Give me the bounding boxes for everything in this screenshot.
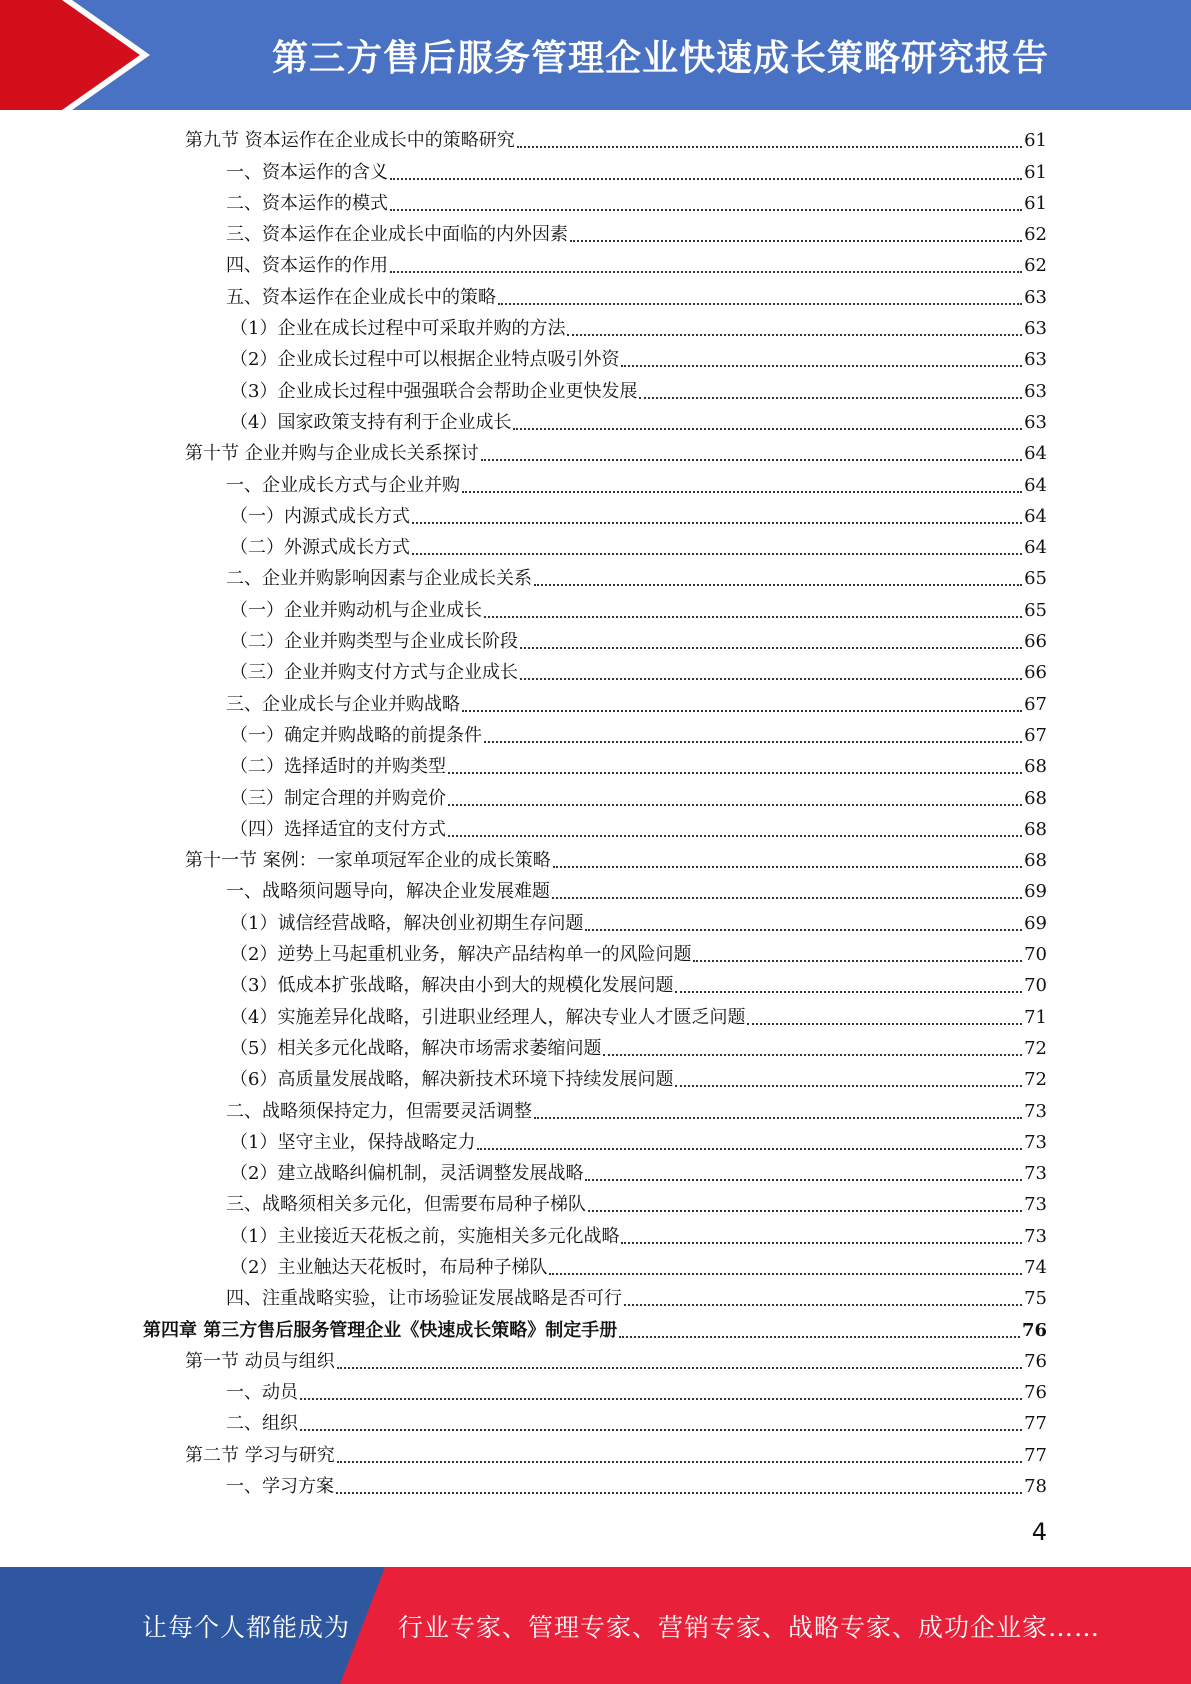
toc-entry[interactable] [0,470,1191,501]
toc-entry-label: 一、战略须问题导向，解决企业发展难题 [226,881,550,903]
toc-leader-dots [481,459,1022,461]
toc-entry[interactable] [0,126,1191,157]
toc-entry-page: 67 [1024,724,1047,746]
toc-leader-dots [448,772,1022,774]
toc-entry-page: 64 [1024,537,1047,559]
toc-entry-label: （4）实施差异化战略，引进职业经理人，解决专业人才匮乏问题 [230,1006,746,1028]
toc-entry-label: 四、资本运作的作用 [226,255,388,277]
toc-entry[interactable] [0,940,1191,971]
toc-entry[interactable] [0,345,1191,376]
toc-entry-label: （4）国家政策支持有利于企业成长 [230,411,512,433]
toc-entry-page: 65 [1024,568,1047,590]
toc-entry-page: 68 [1024,787,1047,809]
toc-entry-label: 第二节 学习与研究 [185,1444,335,1466]
toc-entry[interactable] [0,1472,1191,1503]
toc-leader-dots [412,522,1022,524]
toc-leader-dots [675,991,1022,993]
toc-leader-dots [624,1304,1022,1306]
toc-leader-dots [390,178,1022,180]
toc-entry-label: （1）诚信经营战略，解决创业初期生存问题 [230,912,584,934]
toc-entry-page: 62 [1024,224,1047,246]
toc-leader-dots [570,240,1022,242]
toc-entry-label: 三、战略须相关多元化，但需要布局种子梯队 [226,1194,586,1216]
toc-entry-page: 64 [1024,443,1047,465]
toc-entry[interactable] [0,439,1191,470]
toc-entry-label: （3）企业成长过程中强强联合会帮助企业更快发展 [230,380,638,402]
toc-entry-page: 74 [1024,1256,1047,1278]
toc-entry[interactable] [0,752,1191,783]
toc-entry-label: （2）建立战略纠偏机制，灵活调整发展战略 [230,1163,584,1185]
toc-entry[interactable] [0,282,1191,313]
toc-entry-label: （三）企业并购支付方式与企业成长 [230,662,518,684]
toc-entry-page: 63 [1024,380,1047,402]
toc-entry-page: 77 [1024,1444,1047,1466]
toc-leader-dots [336,1492,1022,1494]
toc-leader-dots [603,1054,1022,1056]
toc-leader-dots [484,741,1022,743]
toc-leader-dots [549,1273,1022,1275]
page-number: 4 [1031,1518,1047,1546]
toc-entry-label: （二）企业并购类型与企业成长阶段 [230,631,518,653]
toc-entry-label: （2）主业触达天花板时，布局种子梯队 [230,1256,548,1278]
toc-entry[interactable] [0,157,1191,188]
toc-entry-page: 64 [1024,505,1047,527]
toc-entry[interactable] [0,1002,1191,1033]
toc-entry[interactable] [0,658,1191,689]
toc-entry-label: 二、战略须保持定力，但需要灵活调整 [226,1100,532,1122]
toc-entry-page: 63 [1024,318,1047,340]
toc-entry-label: （1）坚守主业，保持战略定力 [230,1131,476,1153]
toc-entry[interactable] [0,627,1191,658]
page-footer [0,1567,1191,1684]
toc-entry-label: 三、资本运作在企业成长中面临的内外因素 [226,224,568,246]
toc-entry-label: 第十一节 案例：一家单项冠军企业的成长策略 [185,850,551,872]
toc-entry[interactable] [0,220,1191,251]
toc-entry-label: （1）主业接近天花板之前，实施相关多元化战略 [230,1225,620,1247]
toc-leader-dots [585,929,1022,931]
toc-entry[interactable] [0,1284,1191,1315]
toc-entry[interactable] [0,1347,1191,1378]
toc-entry[interactable] [0,376,1191,407]
toc-entry[interactable] [0,1096,1191,1127]
header-red-arrow-graphic [0,0,150,110]
toc-leader-dots [448,835,1022,837]
table-of-contents [0,126,1191,1503]
toc-entry[interactable] [0,595,1191,626]
toc-leader-dots [520,678,1022,680]
toc-entry[interactable] [0,908,1191,939]
toc-entry-page: 64 [1024,474,1047,496]
toc-entry[interactable] [0,815,1191,846]
toc-entry-page: 77 [1024,1413,1047,1435]
toc-entry[interactable] [0,1440,1191,1471]
toc-entry-page: 75 [1024,1288,1047,1310]
toc-leader-dots [337,1367,1022,1369]
toc-entry[interactable] [0,783,1191,814]
toc-entry-page: 69 [1024,912,1047,934]
toc-leader-dots [300,1398,1022,1400]
toc-entry[interactable] [0,721,1191,752]
toc-leader-dots [534,584,1022,586]
toc-leader-dots [553,866,1022,868]
toc-entry-label: 二、资本运作的模式 [226,192,388,214]
toc-entry-page: 73 [1024,1163,1047,1185]
toc-entry-label: （四）选择适宜的支付方式 [230,818,446,840]
toc-entry-label: 二、组织 [226,1413,298,1435]
toc-entry-label: 五、资本运作在企业成长中的策略 [226,286,496,308]
toc-leader-dots [337,1461,1022,1463]
toc-leader-dots [300,1429,1022,1431]
toc-entry-page: 62 [1024,255,1047,277]
toc-leader-dots [619,1336,1020,1338]
toc-entry[interactable] [0,1065,1191,1096]
toc-entry-page: 66 [1024,631,1047,653]
toc-entry[interactable] [0,408,1191,439]
toc-entry-label: 一、动员 [226,1382,298,1404]
toc-entry[interactable] [0,1159,1191,1190]
toc-entry[interactable] [0,689,1191,720]
toc-entry-label: （2）逆势上马起重机业务，解决产品结构单一的风险问题 [230,944,692,966]
toc-entry-label: 第十节 企业并购与企业成长关系探讨 [185,443,479,465]
toc-entry-page: 69 [1024,881,1047,903]
toc-entry-page: 67 [1024,693,1047,715]
toc-entry-page: 72 [1024,1037,1047,1059]
toc-entry-label: （2）企业成长过程中可以根据企业特点吸引外资 [230,349,620,371]
toc-entry-page: 73 [1024,1194,1047,1216]
toc-entry-label: （二）选择适时的并购类型 [230,756,446,778]
toc-leader-dots [639,397,1022,399]
toc-entry-label: 第一节 动员与组织 [185,1350,335,1372]
toc-entry[interactable] [0,564,1191,595]
toc-leader-dots [534,1117,1022,1119]
toc-entry[interactable] [0,314,1191,345]
toc-entry-label: 四、注重战略实验，让市场验证发展战略是否可行 [226,1288,622,1310]
toc-leader-dots [448,804,1022,806]
toc-leader-dots [552,897,1022,899]
toc-entry[interactable] [0,1409,1191,1440]
toc-entry[interactable] [0,877,1191,908]
toc-entry[interactable] [0,1378,1191,1409]
toc-entry-page: 76 [1024,1382,1047,1404]
toc-leader-dots [675,1085,1022,1087]
toc-entry[interactable] [0,1190,1191,1221]
toc-entry-page: 65 [1024,599,1047,621]
footer-slogan-right: 行业专家、管理专家、营销专家、战略专家、成功企业家…… [398,1612,1101,1642]
toc-leader-dots [585,1179,1022,1181]
toc-entry-label: 三、企业成长与企业并购战略 [226,693,460,715]
page-header [0,0,1191,110]
toc-entry-label: （1）企业在成长过程中可采取并购的方法 [230,318,566,340]
toc-leader-dots [621,1242,1022,1244]
toc-entry-label: 第九节 资本运作在企业成长中的策略研究 [185,130,515,152]
toc-entry[interactable] [0,1128,1191,1159]
toc-entry-label: （三）制定合理的并购竞价 [230,787,446,809]
toc-leader-dots [520,647,1022,649]
toc-leader-dots [513,428,1022,430]
toc-entry[interactable] [0,1253,1191,1284]
toc-leader-dots [588,1210,1022,1212]
toc-entry[interactable] [0,1221,1191,1252]
toc-leader-dots [484,616,1022,618]
footer-slogan-left: 让每个人都能成为 [142,1612,351,1642]
toc-leader-dots [477,1148,1022,1150]
toc-entry-label: （一）企业并购动机与企业成长 [230,599,482,621]
toc-entry-page: 73 [1024,1100,1047,1122]
toc-entry-label: （6）高质量发展战略，解决新技术环境下持续发展问题 [230,1069,674,1091]
toc-entry[interactable] [0,1034,1191,1065]
toc-entry[interactable] [0,1315,1191,1346]
toc-entry[interactable] [0,971,1191,1002]
toc-entry-page: 68 [1024,756,1047,778]
toc-leader-dots [693,960,1022,962]
toc-entry-page: 71 [1024,1006,1047,1028]
toc-entry-label: （5）相关多元化战略，解决市场需求萎缩问题 [230,1037,602,1059]
report-title: 第三方售后服务管理企业快速成长策略研究报告 [271,37,1049,79]
toc-entry-label: （一）内源式成长方式 [230,505,410,527]
toc-leader-dots [390,209,1022,211]
toc-entry-page: 68 [1024,850,1047,872]
toc-leader-dots [462,710,1022,712]
toc-entry-page: 72 [1024,1069,1047,1091]
toc-entry-page: 63 [1024,349,1047,371]
toc-entry-label: 第四章 第三方售后服务管理企业《快速成长策略》制定手册 [143,1319,618,1341]
toc-entry-page: 70 [1024,944,1047,966]
toc-entry-page: 61 [1024,192,1047,214]
toc-leader-dots [412,553,1022,555]
toc-entry-label: 一、企业成长方式与企业并购 [226,474,460,496]
toc-entry-page: 70 [1024,975,1047,997]
toc-entry-label: 一、资本运作的含义 [226,161,388,183]
toc-entry-page: 76 [1021,1319,1047,1341]
toc-entry[interactable] [0,251,1191,282]
toc-leader-dots [621,365,1022,367]
toc-leader-dots [517,146,1022,148]
toc-entry-label: （3）低成本扩张战略，解决由小到大的规模化发展问题 [230,975,674,997]
toc-entry[interactable] [0,533,1191,564]
toc-entry-page: 73 [1024,1131,1047,1153]
toc-entry-page: 63 [1024,411,1047,433]
toc-entry-page: 68 [1024,818,1047,840]
toc-entry[interactable] [0,846,1191,877]
toc-entry-label: （二）外源式成长方式 [230,537,410,559]
toc-entry-page: 66 [1024,662,1047,684]
toc-entry[interactable] [0,502,1191,533]
toc-entry-label: 二、企业并购影响因素与企业成长关系 [226,568,532,590]
toc-entry-label: 一、学习方案 [226,1476,334,1498]
toc-leader-dots [747,1023,1022,1025]
toc-leader-dots [498,303,1022,305]
toc-entry-label: （一）确定并购战略的前提条件 [230,724,482,746]
toc-entry[interactable] [0,189,1191,220]
toc-entry-page: 76 [1024,1350,1047,1372]
toc-entry-page: 63 [1024,286,1047,308]
toc-entry-page: 73 [1024,1225,1047,1247]
toc-entry-page: 61 [1024,130,1047,152]
toc-leader-dots [567,334,1022,336]
toc-entry-page: 78 [1024,1476,1047,1498]
toc-leader-dots [390,271,1022,273]
toc-entry-page: 61 [1024,161,1047,183]
toc-leader-dots [462,491,1022,493]
